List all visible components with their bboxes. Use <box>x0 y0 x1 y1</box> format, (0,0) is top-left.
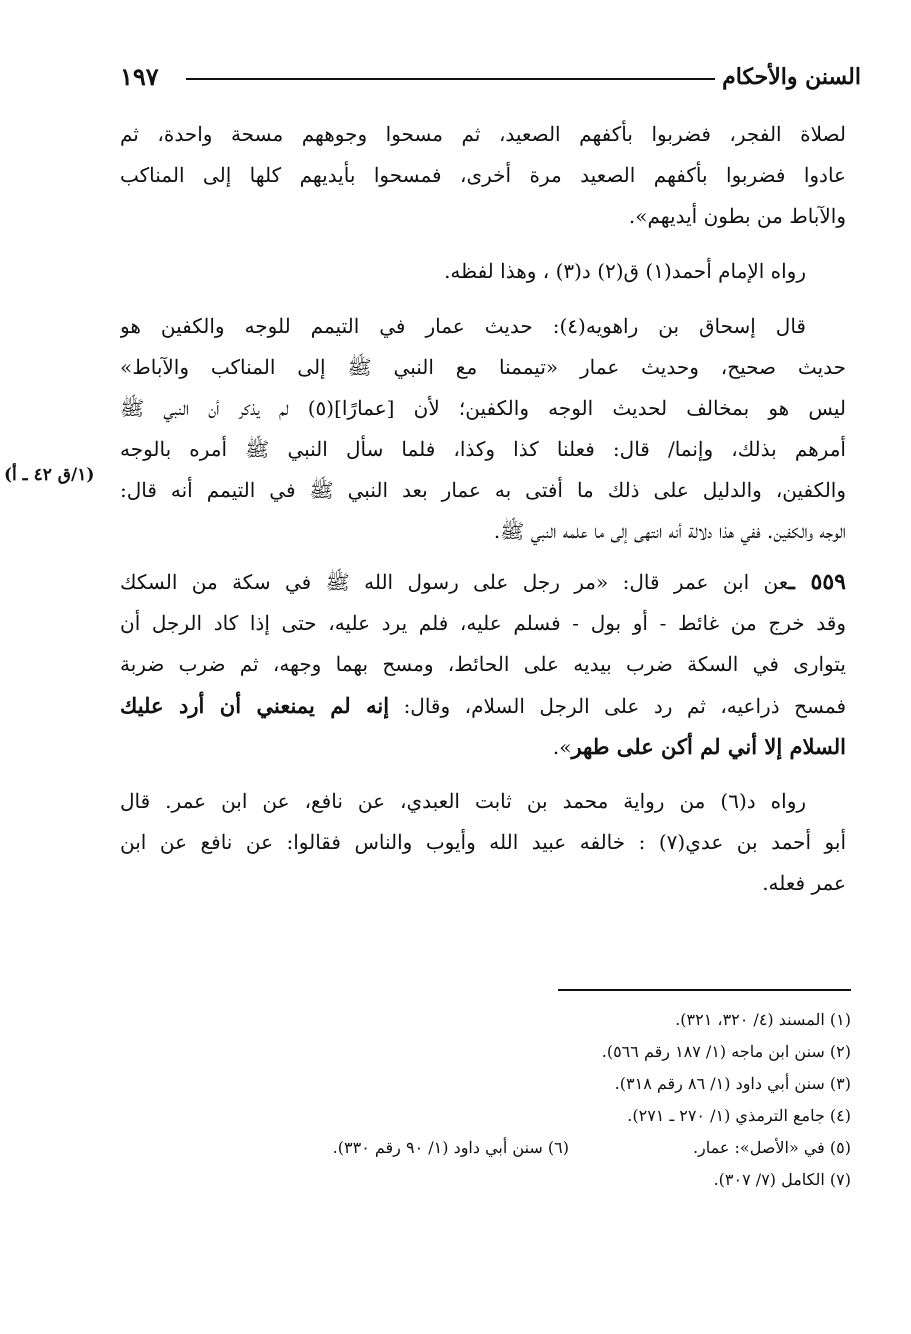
text-line: يتوارى في السكة ضرب بيديه على الحائط، ومسح بهما وجهه، ثم ضرب ضربة <box>120 652 846 676</box>
footnote: (٥) في «الأصل»: عمار. <box>692 1138 851 1157</box>
header-rule <box>186 78 715 80</box>
footnote-row <box>120 1132 851 1164</box>
main-text <box>120 114 846 904</box>
text-line: ليس هو بمخالف لحديث الوجه والكفين؛ لأن [عمارًا](٥) لم يذكر أن النبي ﷺ <box>120 396 846 420</box>
text-line: قال إسحاق بن راهويه(٤): حديث عمار في التيمم للوجه والكفين هو <box>120 314 806 338</box>
text-line: وقد خرج من غائط - أو بول - فسلم عليه، فلم يرد عليه، حتى إذا كاد الرجل أن <box>120 611 846 635</box>
text-line: فمسح ذراعيه، ثم رد على الرجل السلام، وقال: <box>403 694 846 718</box>
prophet-quote: إنه لم يمنعني أن أرد عليك <box>120 693 390 718</box>
footnote: (٦) سنن أبي داود (١/ ٩٠ رقم ٣٣٠). <box>332 1138 569 1157</box>
footnote: (٣) سنن أبي داود (١/ ٨٦ رقم ٣١٨). <box>614 1074 851 1093</box>
hadith-line-end <box>120 726 846 767</box>
text-line: أمرهم بذلك، وإنما/ قال: فعلنا كذا وكذا، فلما سأل النبي ﷺ أمره بالوجه <box>120 437 846 461</box>
text-line: أبو أحمد بن عدي(٧) : خالفه عبيد الله وأيوب والناس فقالوا: عن نافع عن ابن <box>120 830 846 854</box>
prophet-quote-end: السلام إلا أني لم أكن على طهر <box>571 734 846 759</box>
footnote: (٧) الكامل (٧/ ٣٠٧). <box>713 1170 851 1189</box>
text-line: الوجه والكفين. ففي هذا دلالة أنه انتهى إلى ما علمه النبي ﷺ. <box>493 519 846 543</box>
text-line: عمر فعله. <box>762 871 846 895</box>
text-line: رواه الإمام أحمد(١) ق(٢) د(٣) ، وهذا لفظه. <box>444 259 806 283</box>
text-line: عن ابن عمر قال: «مر رجل على رسول الله ﷺ في سكة من السكك <box>120 570 789 594</box>
text-line: حديث صحيح، وحديث عمار «تيممنا مع النبي ﷺ إلى المناكب والآباط» <box>120 355 846 379</box>
hadith-first-line <box>120 562 846 603</box>
hadith-line-bold <box>120 685 846 726</box>
page-number: ١٩٧ <box>120 62 159 91</box>
footnotes <box>120 1004 851 1196</box>
footnote: (٢) سنن ابن ماجه (١/ ١٨٧ رقم ٥٦٦). <box>601 1042 851 1061</box>
footnote: (٤) جامع الترمذي (١/ ٢٧٠ ـ ٢٧١). <box>627 1106 851 1125</box>
text-line: رواه د(٦) من رواية محمد بن ثابت العبدي، عن نافع، عن ابن عمر. قال <box>120 789 807 813</box>
manuscript-folio-note: (١/ق ٤٢ ـ أ) <box>4 465 95 485</box>
footnote-rule <box>558 989 851 991</box>
text-line: والكفين، والدليل على ذلك ما أفتى به عمار بعد النبي ﷺ في التيمم أنه قال: <box>120 478 846 502</box>
running-header <box>120 60 861 94</box>
text-line: عادوا فضربوا بأكفهم الصعيد مرة أخرى، فمسحوا بأيديهم كلها إلى المناكب <box>120 163 846 187</box>
hadith-number: ٥٥٩ ـ <box>788 569 846 595</box>
running-title: السنن والأحكام <box>722 64 861 90</box>
text-line: والآباط من بطون أيديهم». <box>628 204 846 228</box>
text-line: ». <box>552 735 572 759</box>
text-line: لصلاة الفجر، فضربوا بأكفهم الصعيد، ثم مسحوا وجوههم مسحة واحدة، ثم <box>120 122 846 146</box>
footnote: (١) المسند (٤/ ٣٢٠، ٣٢١). <box>675 1010 851 1029</box>
